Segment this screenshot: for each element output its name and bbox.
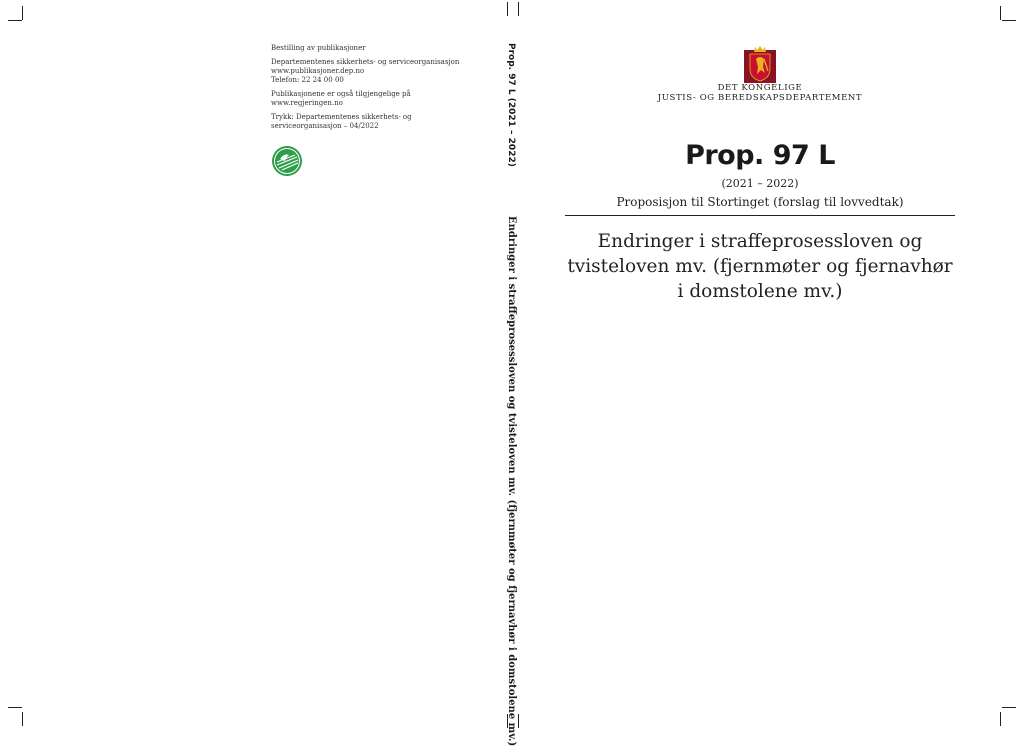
- print-note: [271, 113, 471, 131]
- back-cover-info: [271, 44, 471, 136]
- crop-mark: [507, 2, 508, 16]
- crop-mark: [8, 707, 22, 708]
- print-line: Trykk: Departementenes sikkerhets- og: [271, 113, 412, 121]
- dss-line: Telefon: 22 24 00 00: [271, 76, 344, 84]
- crop-mark: [8, 20, 22, 21]
- ordering-heading: Bestilling av publikasjoner: [271, 44, 366, 52]
- title-divider: [565, 215, 955, 216]
- crop-mark: [1000, 6, 1001, 20]
- crop-mark: [22, 712, 23, 726]
- availability-line: Publikasjonene er også tilgjengelige på: [271, 90, 411, 98]
- dss-contact: [271, 58, 471, 85]
- nordic-swan-ecolabel-icon: [271, 145, 303, 177]
- ministry-line: JUSTIS- OG BEREDSKAPSDEPARTEMENT: [657, 93, 863, 103]
- crop-mark: [1002, 707, 1016, 708]
- crop-mark: [518, 2, 519, 16]
- norwegian-coat-of-arms-icon: [744, 45, 776, 83]
- ministry-name: [640, 83, 880, 103]
- proposition-subtitle: Proposisjon til Stortinget (forslag til lovvedtak): [616, 195, 904, 209]
- print-line: serviceorganisasjon – 04/2022: [271, 122, 379, 130]
- session-years: (2021 – 2022): [721, 177, 799, 190]
- availability-note: [271, 90, 471, 108]
- title-line: i domstolene mv.): [677, 281, 843, 302]
- crop-mark: [1000, 712, 1001, 726]
- crop-mark: [1002, 20, 1016, 21]
- title-line: tvisteloven mv. (fjernmøter og fjernavhør: [567, 256, 953, 277]
- spine-title: Endringer i straffeprosessloven og tvisteloven mv. (fjernmøter og fjernavhør i domstolene mv.): [506, 216, 517, 746]
- document-title: [565, 229, 955, 304]
- crop-mark: [22, 6, 23, 20]
- title-line: Endringer i straffeprosessloven og: [597, 231, 923, 252]
- spine-prop-number: Prop. 97 L (2021 – 2022): [506, 43, 516, 167]
- availability-line: www.regjeringen.no: [271, 99, 343, 107]
- crop-mark: [518, 714, 519, 728]
- dss-line: Departementenes sikkerhets- og serviceorganisasjon: [271, 58, 460, 66]
- ministry-line: DET KONGELIGE: [717, 83, 803, 93]
- prop-title: Prop. 97 L: [685, 140, 835, 171]
- dss-line: www.publikasjoner.dep.no: [271, 67, 365, 75]
